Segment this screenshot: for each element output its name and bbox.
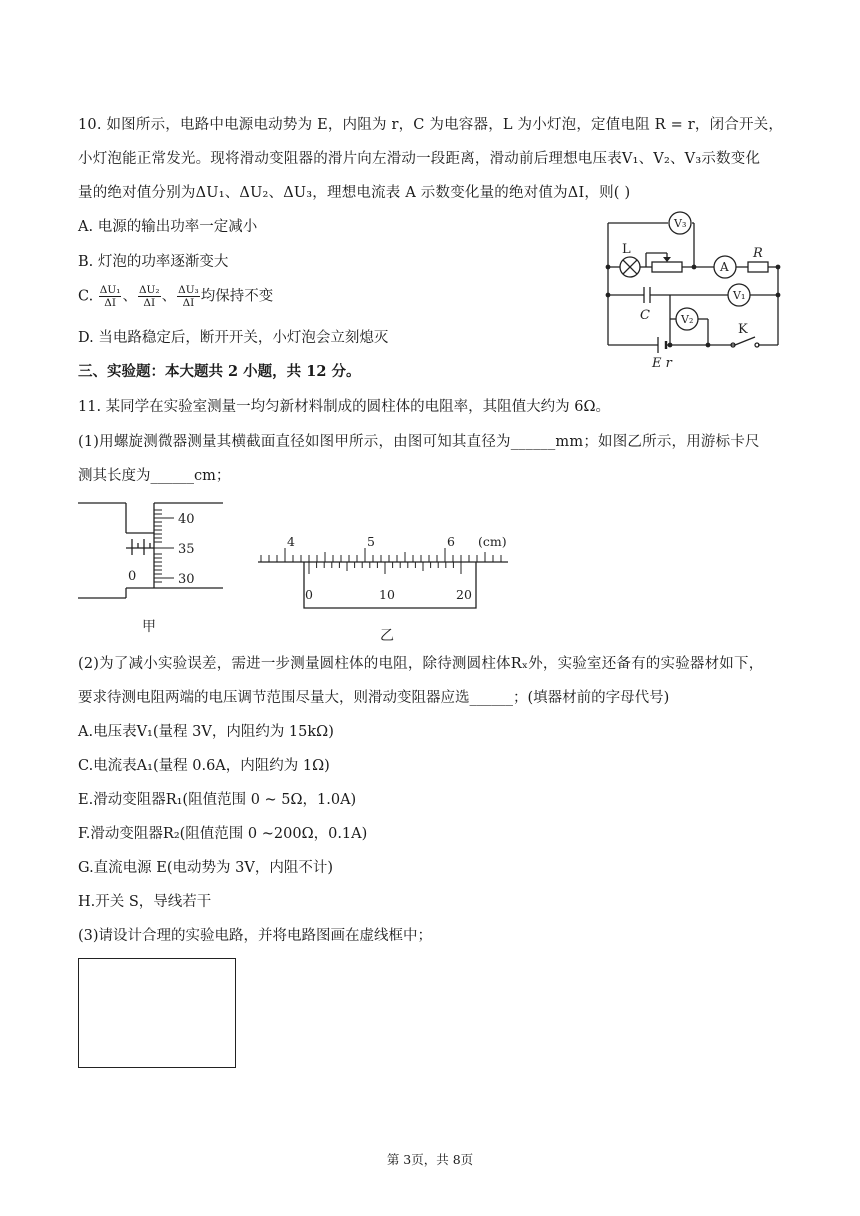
circuit-answer-box[interactable] — [78, 958, 236, 1068]
section-3-heading: 三、实验题：本大题共 2 小题，共 12 分。 — [78, 363, 361, 380]
label-resistor: R — [753, 246, 763, 261]
micrometer-tick-35: 35 — [178, 542, 195, 557]
equipment-c: C.电流表A₁(量程 0.6A，内阻约为 1Ω) — [78, 758, 330, 774]
micrometer-figure — [78, 493, 228, 643]
page-footer: 第 3页，共 8页 — [386, 1152, 474, 1167]
q10-option-b: B. 灯泡的功率逐渐变大 — [78, 254, 229, 270]
micrometer-tick-30: 30 — [178, 572, 195, 587]
q11-part3: (3)请设计合理的实验电路，并将电路图画在虚线框中； — [78, 928, 433, 944]
option-c-prefix: C. — [78, 288, 94, 305]
label-source: E r — [652, 356, 672, 371]
caliper-caption: 乙 — [380, 628, 394, 644]
q11-part1-line-2: 测其长度为______cm； — [78, 468, 231, 484]
label-switch: K — [738, 322, 748, 337]
q10-line-2: 小灯泡能正常发光。现将滑动变阻器的滑片向左滑动一段距离，滑动前后理想电压表V₁、V₂、V₃示数变化 — [78, 151, 761, 167]
q10-option-d: D. 当电路稳定后，断开开关，小灯泡会立刻熄灭 — [78, 330, 389, 346]
micrometer-tick-40: 40 — [178, 512, 195, 527]
caliper-figure — [258, 530, 520, 645]
equipment-g: G.直流电源 E(电动势为 3V，内阻不计) — [78, 860, 333, 876]
caliper-unit: (cm) — [478, 534, 507, 549]
q10-line-1: 10. 如图所示，电路中电源电动势为 E，内阻为 r，C 为电容器，L 为小灯泡，定值电阻 R = r，闭合开关， — [78, 117, 784, 133]
q10-line-3: 量的绝对值分别为ΔU₁、ΔU₂、ΔU₃，理想电流表 A 示数变化量的绝对值为ΔI，则( ) — [78, 185, 631, 201]
micrometer-zero: 0 — [128, 569, 137, 584]
q11-intro: 11. 某同学在实验室测量一均匀新材料制成的圆柱体的电阻率，其阻值大约为 6Ω。 — [78, 399, 611, 415]
equipment-h: H.开关 S，导线若干 — [78, 894, 212, 910]
q10-option-c: C. $\frac{\text{ΔU₁}}{\Delta I}$ 、 $\frac{\text{ΔU₂}}{\Delta I}$ 、 $\frac{\text{ΔU₃}}{\Delta I}$ 均保持不变 — [78, 284, 274, 309]
label-v3: V₃ — [674, 217, 687, 230]
q10-option-a: A. 电源的输出功率一定减小 — [78, 219, 258, 235]
q11-part2-line-1: (2)为了减小实验误差，需进一步测量圆柱体的电阻，除待测圆柱体Rₓ外，实验室还备有的实验器材如下， — [78, 656, 764, 672]
caliper-vernier-tick-0: 0 — [305, 587, 313, 602]
equipment-a: A.电压表V₁(量程 3V，内阻约为 15kΩ) — [78, 724, 334, 740]
label-lamp: L — [622, 242, 631, 257]
caliper-main-tick-6: 6 — [447, 534, 455, 549]
label-v1: V₁ — [733, 289, 746, 302]
label-capacitor: C — [640, 308, 650, 323]
option-c-suffix: 均保持不变 — [200, 288, 274, 305]
q11-part1-line-1: (1)用螺旋测微器测量其横截面直径如图甲所示，由图可知其直径为______mm；如图乙所示，用游标卡尺 — [78, 434, 760, 450]
fraction-du1-di: $\frac{\text{ΔU₁}}{\Delta I}$ — [99, 284, 121, 309]
fraction-du2-di: $\frac{\text{ΔU₂}}{\Delta I}$ — [138, 284, 160, 309]
caliper-vernier-tick-10: 10 — [379, 587, 395, 602]
caliper-main-tick-4: 4 — [287, 534, 295, 549]
fraction-du3-di: $\frac{\text{ΔU₃}}{\Delta I}$ — [178, 284, 199, 309]
label-v2: V₂ — [681, 313, 694, 326]
equipment-e: E.滑动变阻器R₁(阻值范围 0 ~ 5Ω，1.0A) — [78, 792, 357, 808]
equipment-f: F.滑动变阻器R₂(阻值范围 0 ~200Ω，0.1A) — [78, 826, 368, 842]
label-ammeter: A — [720, 260, 729, 274]
micrometer-caption: 甲 — [142, 619, 156, 635]
caliper-vernier-tick-20: 20 — [456, 587, 472, 602]
q11-part2-line-2: 要求待测电阻两端的电压调节范围尽量大，则滑动变阻器应选______；(填器材前的字母代号) — [78, 690, 670, 706]
caliper-main-tick-5: 5 — [367, 534, 375, 549]
circuit-diagram — [600, 205, 790, 375]
